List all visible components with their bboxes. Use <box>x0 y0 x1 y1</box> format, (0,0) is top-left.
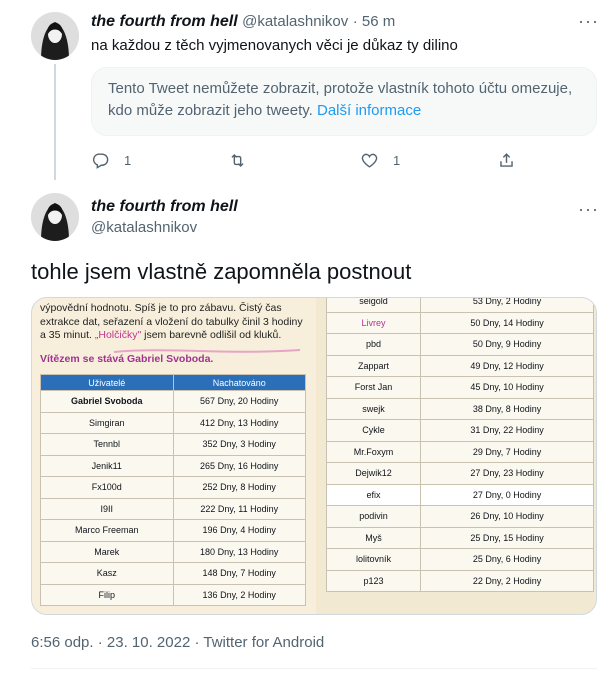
cell-user: Gabriel Svoboda <box>41 391 174 413</box>
cell-user: Fx100d <box>41 477 174 499</box>
cell-user: Cykle <box>327 420 421 442</box>
cell-time: 49 Dny, 12 Hodiny <box>421 355 594 377</box>
display-name[interactable]: the fourth from hell <box>91 13 238 30</box>
cell-user: I9II <box>41 498 174 520</box>
cell-time: 567 Dny, 20 Hodiny <box>173 391 306 413</box>
col-header-users: Uživatelé <box>41 375 174 391</box>
table-row <box>41 434 306 456</box>
table-row <box>41 541 306 563</box>
cell-user: Myš <box>327 527 421 549</box>
tweet-text: tohle jsem vlastně zapomněla postnout <box>31 259 412 284</box>
image-right-page <box>320 298 597 614</box>
more-icon[interactable]: ··· <box>578 11 599 31</box>
cell-user: Filip <box>41 584 174 606</box>
reply-icon <box>91 151 110 170</box>
cell-user: Forst Jan <box>327 377 421 399</box>
more-icon[interactable]: ··· <box>578 199 599 219</box>
table-row <box>327 398 594 420</box>
table-row <box>327 355 594 377</box>
cell-time: 412 Dny, 13 Hodiny <box>173 412 306 434</box>
cell-time: 196 Dny, 4 Hodiny <box>173 520 306 542</box>
table-row <box>327 549 594 571</box>
tweet-header <box>91 13 395 31</box>
cell-user: Simgiran <box>41 412 174 434</box>
cell-time: 38 Dny, 8 Hodiny <box>421 398 594 420</box>
table-row <box>327 377 594 399</box>
withheld-text-line1: Tento Tweet nemůžete zobrazit, protože vlastník tohoto účtu omezuje, <box>108 80 573 97</box>
table-row <box>327 334 594 356</box>
left-table <box>40 374 306 606</box>
table-row <box>41 391 306 413</box>
cell-time: 222 Dny, 11 Hodiny <box>173 498 306 520</box>
table-row <box>327 441 594 463</box>
table-row <box>41 520 306 542</box>
cell-time: 26 Dny, 10 Hodiny <box>421 506 594 528</box>
share-button[interactable] <box>497 151 516 170</box>
cell-time: 148 Dny, 7 Hodiny <box>173 563 306 585</box>
cell-time: 29 Dny, 7 Hodiny <box>421 441 594 463</box>
like-count: 1 <box>393 153 401 168</box>
cell-time: 25 Dny, 6 Hodiny <box>421 549 594 571</box>
table-row <box>327 420 594 442</box>
cell-time: 25 Dny, 15 Hodiny <box>421 527 594 549</box>
cell-time: 22 Dny, 2 Hodiny <box>421 570 594 592</box>
image-paragraph: výpovědní hodnotu. Spíš je to pro zábavu. Čistý čas extrakce dat, seřazení a vložení do tabulky činil 3 hodiny a 35 minut. „Holčičky" jsem barevně odlišil od kluků. <box>40 302 303 341</box>
cell-user: Zappart <box>327 355 421 377</box>
cell-user: seigold <box>327 297 421 312</box>
image-left-page <box>32 298 316 614</box>
like-button[interactable] <box>360 151 400 170</box>
table-row <box>41 563 306 585</box>
table-row <box>327 527 594 549</box>
display-name[interactable]: the fourth from hell <box>91 198 238 215</box>
table-row <box>41 498 306 520</box>
table-row <box>41 477 306 499</box>
reply-count: 1 <box>124 153 132 168</box>
cell-user: podivin <box>327 506 421 528</box>
heart-icon <box>360 151 379 170</box>
cell-user: lolitovník <box>327 549 421 571</box>
right-table <box>326 297 594 592</box>
timestamp[interactable]: · 56 m <box>352 13 396 30</box>
cell-time: 53 Dny, 2 Hodiny <box>421 297 594 312</box>
cell-user: pbd <box>327 334 421 356</box>
retweet-button[interactable] <box>228 151 247 170</box>
table-row <box>41 455 306 477</box>
cell-user: Kasz <box>41 563 174 585</box>
avatar[interactable] <box>31 193 79 241</box>
cell-time: 352 Dny, 3 Hodiny <box>173 434 306 456</box>
cell-user: Livrey <box>327 312 421 334</box>
table-row <box>41 412 306 434</box>
cell-user: efix <box>327 484 421 506</box>
reply-button[interactable] <box>91 151 131 170</box>
tweet-timestamp[interactable]: 6:56 odp. · 23. 10. 2022 · Twitter for Android <box>31 634 325 651</box>
winner-text: Vítězem se stává Gabriel Svoboda. <box>40 352 214 365</box>
cell-user: Dejwik12 <box>327 463 421 485</box>
learn-more-link[interactable]: Další informace <box>317 102 422 119</box>
thread-line <box>54 64 56 180</box>
cell-time: 27 Dny, 23 Hodiny <box>421 463 594 485</box>
cell-time: 45 Dny, 10 Hodiny <box>421 377 594 399</box>
cell-time: 136 Dny, 2 Hodiny <box>173 584 306 606</box>
cell-user: Mr.Foxym <box>327 441 421 463</box>
cell-user: Jenik11 <box>41 455 174 477</box>
divider <box>31 668 597 669</box>
scribble-underline <box>112 346 302 356</box>
table-row <box>327 312 594 334</box>
cell-time: 31 Dny, 22 Hodiny <box>421 420 594 442</box>
cell-time: 50 Dny, 9 Hodiny <box>421 334 594 356</box>
tweet-text: na každou z těch vyjmenovanych věci je důkaz ty dilino <box>91 37 458 54</box>
retweet-icon <box>228 151 247 170</box>
table-row <box>41 584 306 606</box>
cell-time: 50 Dny, 14 Hodiny <box>421 312 594 334</box>
cell-time: 27 Dny, 0 Hodiny <box>421 484 594 506</box>
cell-user: swejk <box>327 398 421 420</box>
cell-user: Marco Freeman <box>41 520 174 542</box>
user-handle[interactable]: @katalashnikov <box>242 13 349 30</box>
cell-user: Tennbl <box>41 434 174 456</box>
cell-time: 265 Dny, 16 Hodiny <box>173 455 306 477</box>
table-row <box>327 484 594 506</box>
table-row <box>327 506 594 528</box>
cell-user: Marek <box>41 541 174 563</box>
withheld-notice <box>91 67 597 136</box>
cell-time: 180 Dny, 13 Hodiny <box>173 541 306 563</box>
table-row <box>327 297 594 312</box>
withheld-text-line2: kdo může zobrazit jeho tweety. <box>108 102 313 119</box>
col-header-time: Nachatováno <box>173 375 306 391</box>
tweet-image[interactable] <box>31 297 597 615</box>
share-icon <box>497 151 516 170</box>
cell-time: 252 Dny, 8 Hodiny <box>173 477 306 499</box>
avatar[interactable] <box>31 12 79 60</box>
cell-user: p123 <box>327 570 421 592</box>
user-handle[interactable]: @katalashnikov <box>91 219 198 236</box>
table-row <box>327 570 594 592</box>
table-row <box>327 463 594 485</box>
